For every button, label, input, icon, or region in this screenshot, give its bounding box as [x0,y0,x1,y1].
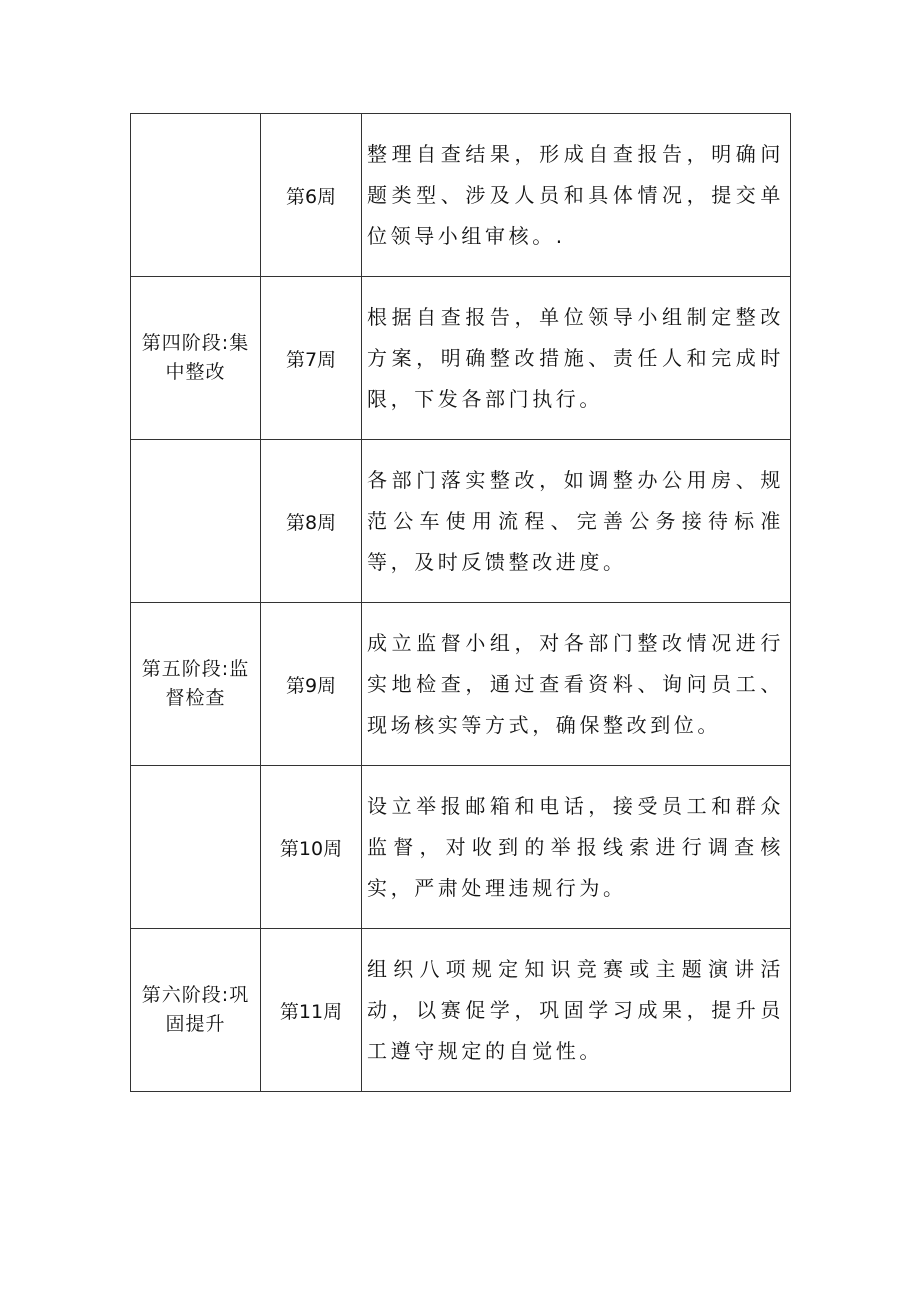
week-label: 第9周 [285,674,337,697]
stage-cell [131,440,261,603]
task-description: 组织八项规定知识竞赛或主题演讲活动，以赛促学，巩固学习成果，提升员工遵守规定的自觉性。 [367,956,784,1063]
stage-cell [131,277,261,440]
stage-cell [131,114,261,277]
stage-label: 第五阶段:监督检查 [141,658,250,709]
table-row [131,766,791,929]
week-cell [261,114,362,277]
week-cell [261,766,362,929]
week-cell [261,929,362,1092]
table-row [131,603,791,766]
week-cell [261,603,362,766]
desc-cell [362,929,791,1092]
table-row [131,929,791,1092]
schedule-table [130,113,791,1092]
week-cell [261,277,362,440]
stage-cell [131,603,261,766]
stage-cell [131,766,261,929]
task-description: 根据自查报告，单位领导小组制定整改方案，明确整改措施、责任人和完成时限，下发各部门执行。 [367,304,784,411]
desc-cell [362,277,791,440]
stage-cell [131,929,261,1092]
week-label: 第11周 [279,1000,343,1023]
desc-cell [362,766,791,929]
desc-cell [362,440,791,603]
desc-cell [362,114,791,277]
desc-cell [362,603,791,766]
table-row [131,277,791,440]
stage-label: 第四阶段:集中整改 [141,332,250,383]
week-cell [261,440,362,603]
stage-label: 第六阶段:巩固提升 [141,984,250,1035]
task-description: 成立监督小组，对各部门整改情况进行实地检查，通过查看资料、询问员工、现场核实等方式，确保整改到位。 [367,630,784,737]
table-row [131,114,791,277]
week-label: 第7周 [285,348,337,371]
table-row [131,440,791,603]
task-description: 整理自查结果，形成自查报告，明确问题类型、涉及人员和具体情况，提交单位领导小组审核。. [367,141,784,248]
task-description: 各部门落实整改，如调整办公用房、规范公车使用流程、完善公务接待标准等，及时反馈整改进度。 [367,467,784,574]
week-label: 第6周 [285,185,337,208]
week-label: 第10周 [279,837,343,860]
week-label: 第8周 [285,511,337,534]
task-description: 设立举报邮箱和电话，接受员工和群众监督，对收到的举报线索进行调查核实，严肃处理违规行为。 [367,793,784,900]
